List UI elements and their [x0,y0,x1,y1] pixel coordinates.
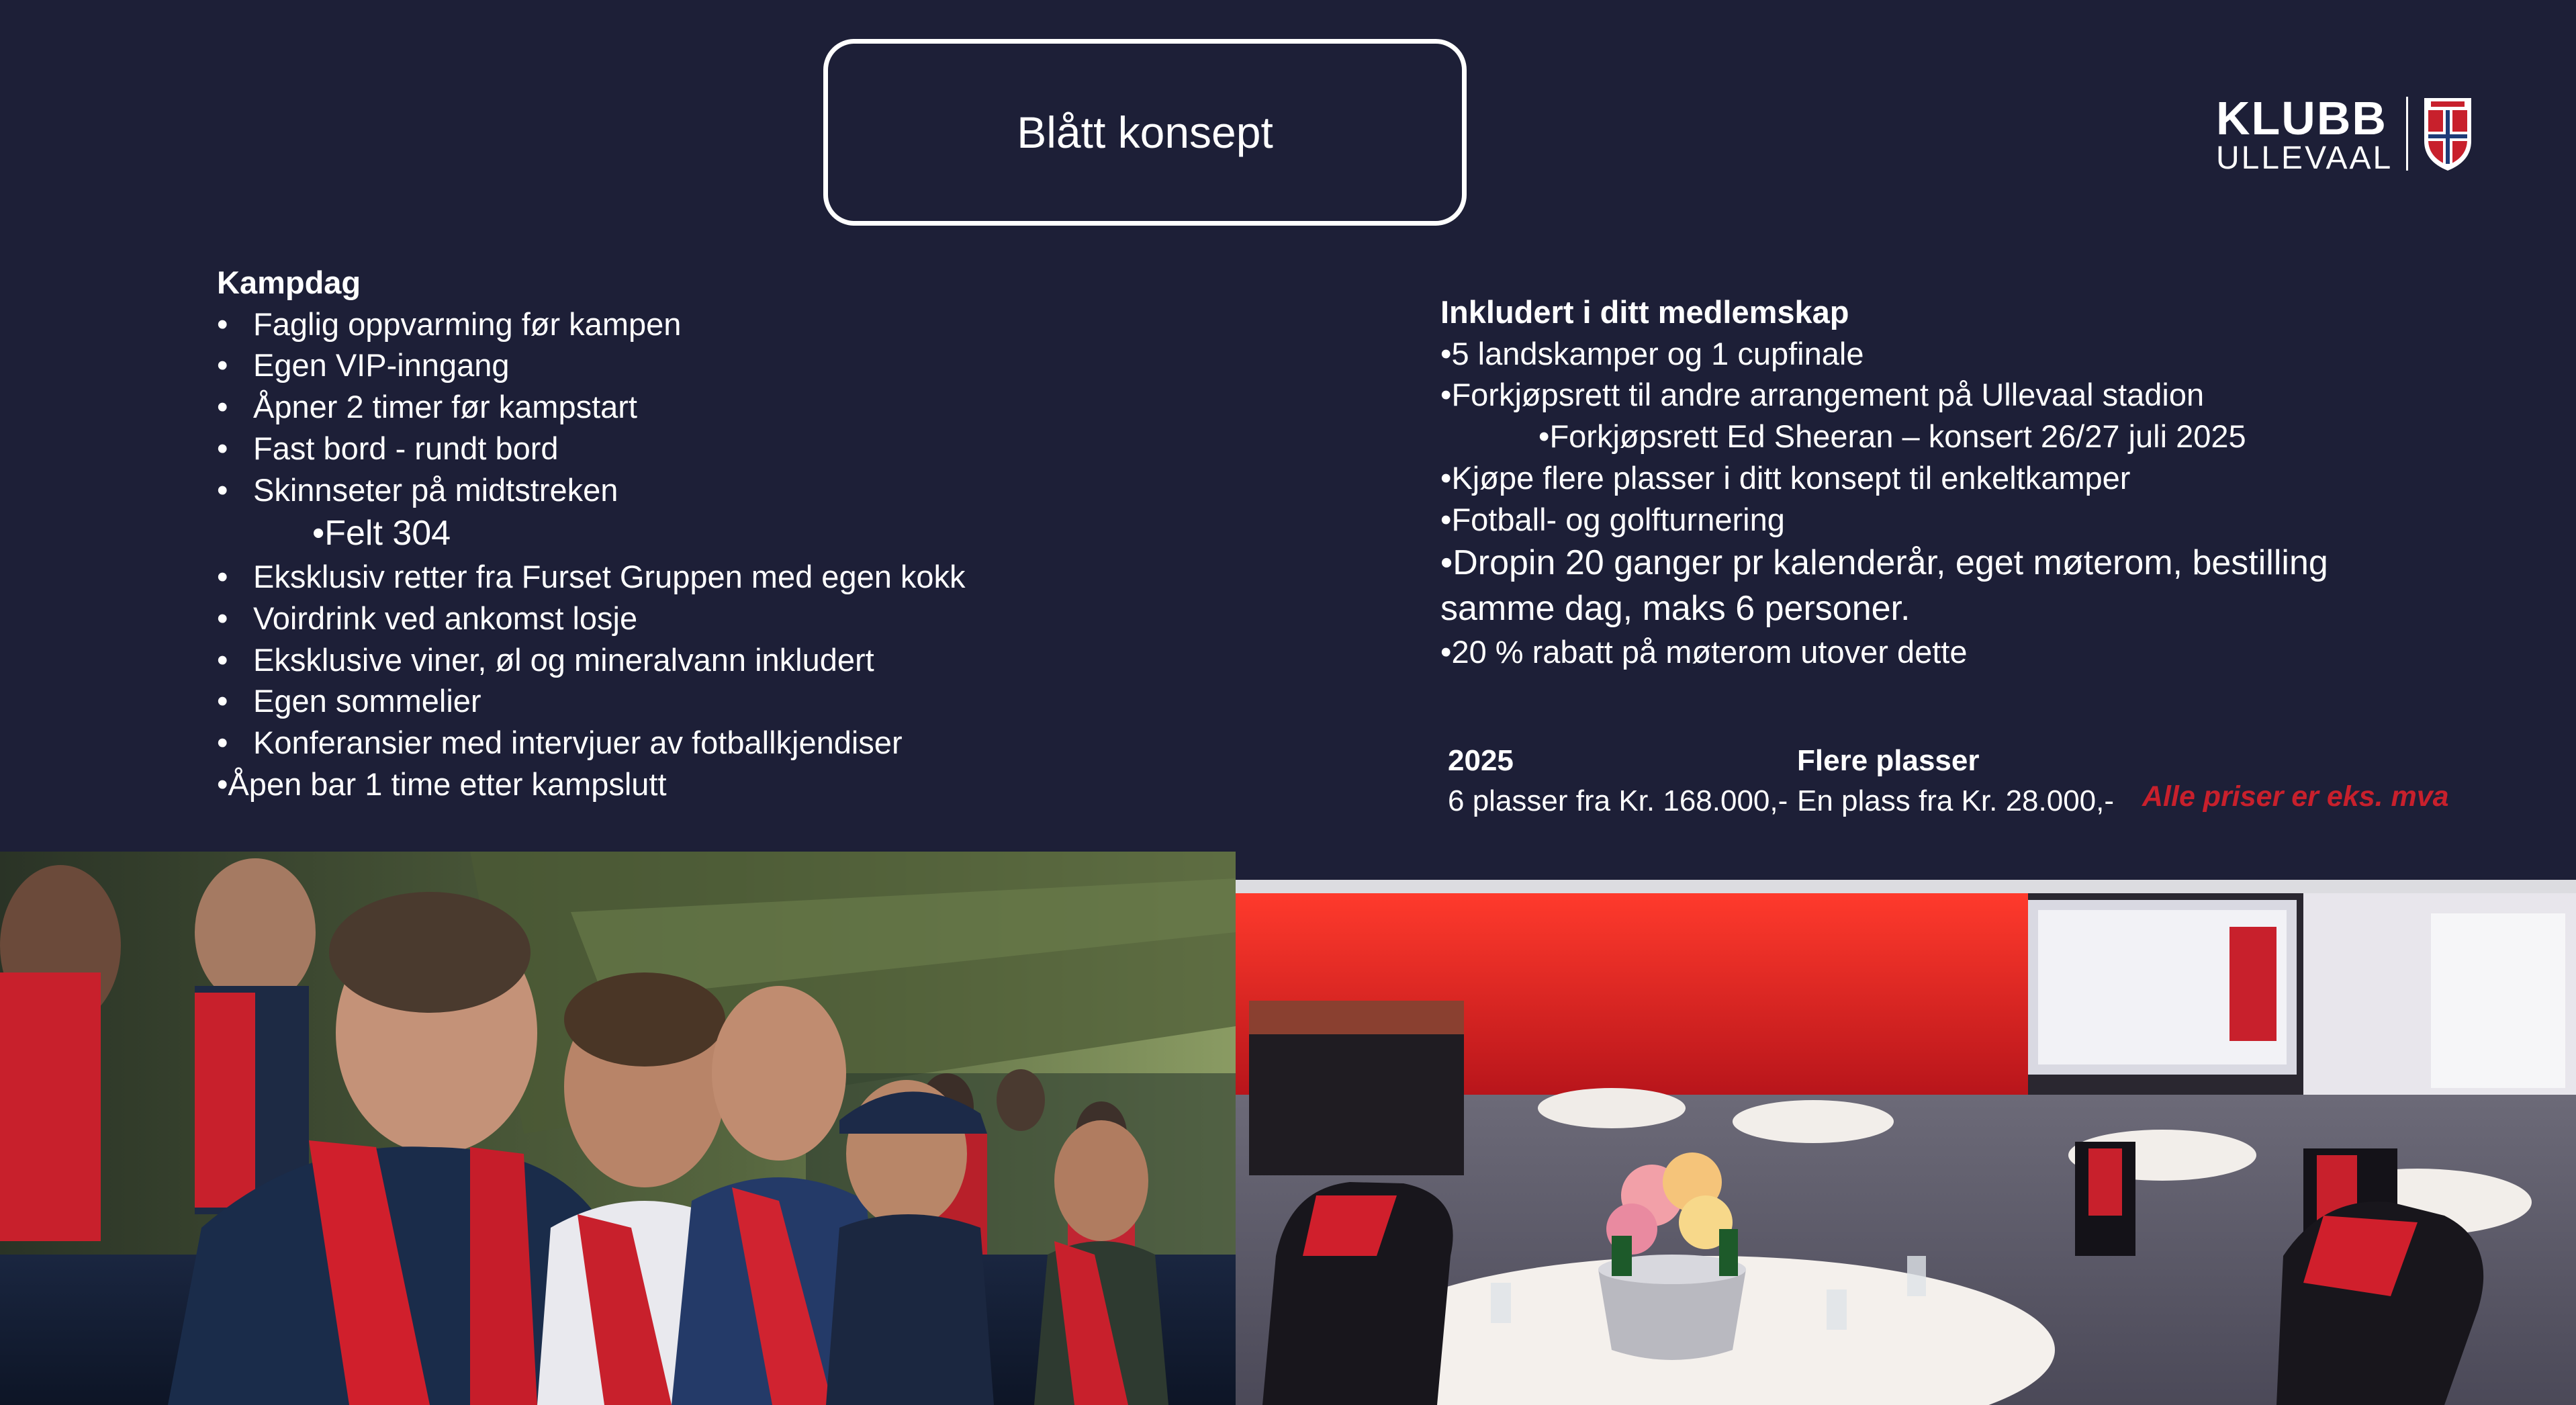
list-item-continued: samme dag, maks 6 personer. [1440,589,1911,629]
nff-crest-icon [2422,94,2474,173]
price-flere-value: En plass fra Kr. 28.000,- [1797,784,2115,817]
price-flere-label: Flere plasser [1797,744,1980,777]
list-item: • Egen VIP-inngang [217,345,1224,386]
medlemskap-section [1440,291,2515,673]
logo-text-ullevaal: ULLEVAAL [2216,140,2393,176]
price-2025-label: 2025 [1448,744,1514,777]
kampdag-heading: Kampdag [217,265,361,300]
page-title: Blått konsept [823,39,1467,226]
list-item: • Fast bord - rundt bord [217,428,1224,469]
list-item: •Forkjøpsrett til andre arrangement på Ullevaal stadion [1440,377,2205,413]
list-sub-item: •Felt 304 [312,514,451,553]
medlemskap-heading: Inkludert i ditt medlemskap [1440,294,1849,330]
list-item: • Skinnseter på midtstreken [217,469,1224,511]
price-2025-value: 6 plasser fra Kr. 168.000,- [1448,784,1788,817]
list-item: • Eksklusive viner, øl og mineralvann inkludert [217,639,1224,681]
list-item: •Åpen bar 1 time etter kampslutt [217,766,667,802]
kampdag-list-a [217,304,1224,511]
list-item: •Kjøpe flere plasser i ditt konsept til enkeltkamper [1440,459,2131,496]
list-item: • Eksklusiv retter fra Furset Gruppen med egen kokk [217,556,1224,598]
list-item: •Dropin 20 ganger pr kalenderår, eget møterom, bestilling [1440,543,2328,583]
logo-divider [2406,97,2408,171]
klubb-ullevaal-logo [2216,94,2478,175]
list-item: • Faglig oppvarming før kampen [217,304,1224,345]
list-item: •Fotball- og golfturnering [1440,501,1785,537]
price-2025 [1448,741,1788,821]
list-item: • Konferansier med intervjuer av fotballkjendiser [217,722,1224,764]
list-item: •5 landskamper og 1 cupfinale [1440,335,1864,371]
list-item: • Egen sommelier [217,680,1224,722]
list-item: • Åpner 2 timer før kampstart [217,386,1224,428]
kampdag-section [217,262,1224,805]
price-flere-plasser [1797,741,2114,821]
kampdag-list-b [217,556,1224,764]
list-item: • Voirdrink ved ankomst losje [217,598,1224,639]
list-item: •20 % rabatt på møterom utover dette [1440,634,1968,670]
logo-text-klubb: KLUBB [2216,92,2387,144]
photo-vip-lounge [1236,880,2576,1405]
photo-stadium-fans [0,852,1236,1405]
vat-note: Alle priser er eks. mva [2142,780,2449,813]
list-sub-item: •Forkjøpsrett Ed Sheeran – konsert 26/27 juli 2025 [1538,418,2246,455]
